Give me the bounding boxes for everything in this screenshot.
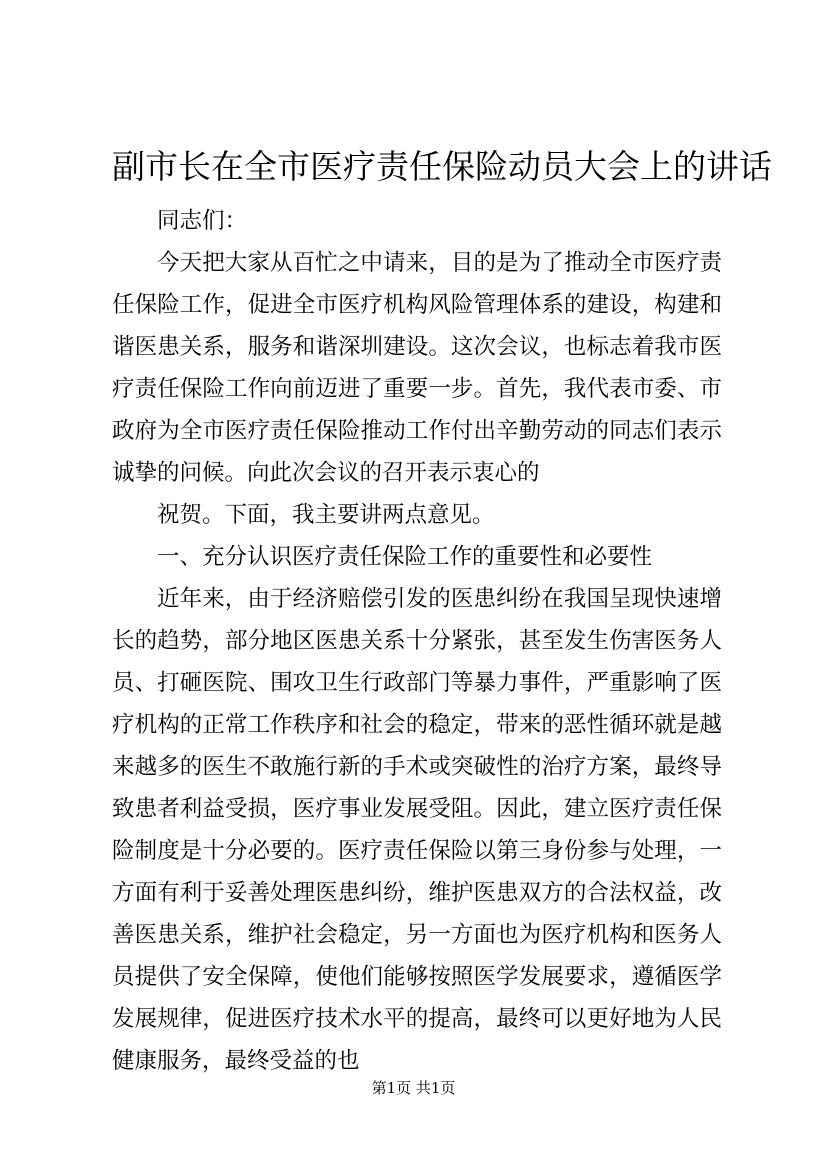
page-footer: 第1页 共1页 (371, 1079, 456, 1097)
document-body (112, 200, 722, 1082)
document-title: 副市长在全市医疗责任保险动员大会上的讲话 (112, 147, 772, 186)
paragraph: 祝贺。下面，我主要讲两点意见。 (157, 502, 495, 528)
salutation: 同志们： (157, 208, 248, 234)
paragraph: 近年来，由于经济赔偿引发的医患纠纷在我国呈现快速增长的趋势，部分地区医患关系十分紧张，甚至发生伤害医务人员、打砸医院、围攻卫生行政部门等暴力事件，严重影响了医疗机构的正常工作秩序和社会的稳定，带来的恶性循环就是越来越多的医生不敢施行新的手术或突破性的治疗方案，最终导致患者利益受损，医疗事业发展受阻。因此，建立医疗责任保险制度是十分必要的。医疗责任保险以第三身份参与处理，一方面有利于妥善处理医患纠纷，维护医患双方的合法权益，改善医患关系，维护社会稳定，另一方面也为医疗机构和医务人员提供了安全保障，使他们能够按照医学发展要求，遵循医学发展规律，促进医疗技术水平的提高，最终可以更好地为人民健康服务，最终受益的也 (112, 586, 722, 1074)
paragraph: 今天把大家从百忙之中请来，目的是为了推动全市医疗责任保险工作，促进全市医疗机构风险管理体系的建设，构建和谐医患关系，服务和谐深圳建设。这次会议，也标志着我市医疗责任保险工作向前迈进了重要一步。首先，我代表市委、市政府为全市医疗责任保险推动工作付出辛勤劳动的同志们表示诚挚的问候。向此次会议的召开表示衷心的 (112, 250, 722, 486)
section-heading: 一、充分认识医疗责任保险工作的重要性和必要性 (157, 544, 653, 570)
